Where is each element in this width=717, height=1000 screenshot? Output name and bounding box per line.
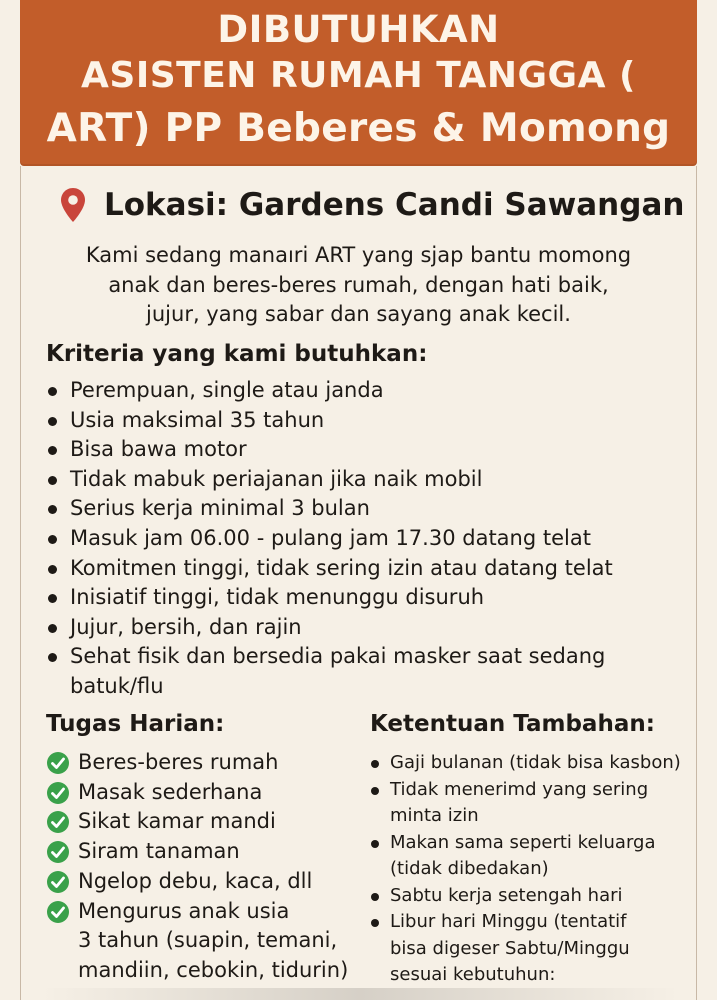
tugas-item-label: Beres-beres rumah	[78, 750, 279, 774]
tugas-item-label: Masak sederhana	[78, 779, 263, 804]
check-circle-icon	[46, 751, 70, 775]
ketentuan-item: Makan sama seperti keluarga	[370, 830, 690, 857]
tugas-item	[46, 897, 348, 927]
ketentuan-item-continuation: sesuai kebutuhun:	[390, 964, 556, 985]
criteria-item: Komitmen tinggi, tidak sering izin atau datang telat	[46, 554, 613, 584]
ketentuan-heading: Ketentuan Tambahan:	[370, 711, 655, 737]
ketentuan-list	[370, 750, 690, 989]
tugas-item-label: Siram tanaman	[78, 839, 240, 864]
intro-line: jujur, yang sabar dan sayang anak kecil.	[146, 302, 571, 326]
title-line-2: ASISTEN RUMAH TANGGA (	[81, 55, 636, 96]
tugas-item	[46, 778, 348, 808]
check-circle-icon	[46, 870, 70, 894]
location-text: Lokasi: Gardens Candi Sawangan	[104, 187, 685, 223]
title-line-1: DIBUTUHKAN	[217, 8, 500, 51]
check-circle-icon	[46, 810, 70, 834]
ketentuan-item: Gaji bulanan (tidak bisa kasbon)	[370, 750, 690, 777]
intro-line: Kami sedang manaıri ART yang sjap bantu momong	[85, 243, 632, 267]
intro-line: anak dan beres-beres rumah, dengan hati baik,	[108, 272, 609, 297]
ketentuan-item-continuation: bisa digeser Sabtu/Minggu	[390, 937, 630, 959]
ketentuan-item: Sabtu kerja setengah hari	[370, 883, 690, 910]
tugas-item	[46, 807, 348, 837]
tugas-item-label: Mengurus anak usia	[78, 898, 290, 923]
criteria-item: Serius kerja minimal 3 bulan	[46, 494, 613, 524]
tugas-heading: Tugas Harian:	[46, 711, 225, 737]
criteria-item: Bisa bawa motor	[46, 435, 613, 465]
criteria-item: Perempuan, single atau janda	[46, 376, 613, 406]
ketentuan-item-continuation: minta izin	[390, 805, 479, 826]
criteria-item-continuation: batuk/flu	[70, 673, 164, 698]
check-circle-icon	[46, 781, 70, 805]
tugas-item	[46, 837, 348, 867]
tugas-item-label: Sikat kamar mandi	[78, 809, 276, 834]
map-pin-icon	[60, 187, 86, 223]
intro-paragraph	[40, 241, 677, 330]
tugas-item-label: Ngelop debu, kaca, dll	[78, 868, 313, 893]
criteria-item: Masuk jam 06.00 - pulang jam 17.30 datang telat	[46, 524, 613, 554]
criteria-item: Tidak mabuk periajanan jika naik mobil	[46, 465, 613, 495]
ketentuan-item: Libur hari Minggu (tentatif	[370, 909, 690, 936]
tugas-list	[46, 748, 348, 986]
tugas-item-continuation: mandiin, cebokin, tidurin)	[78, 957, 349, 982]
criteria-list	[46, 376, 613, 702]
criteria-item: Sehat fisik dan bersedia pakai masker saat sedang	[46, 642, 613, 672]
criteria-item: Jujur, bersih, dan rajin	[46, 613, 613, 643]
tugas-item	[46, 867, 348, 897]
bottom-cutoff	[40, 988, 680, 1000]
ketentuan-item: Tidak menerimd yang sering	[370, 777, 690, 804]
criteria-item: Usia maksimal 35 tahun	[46, 406, 613, 436]
criteria-heading: Kriteria yang kami butuhkan:	[46, 341, 428, 367]
tugas-item-continuation: 3 tahun (suapin, temani,	[78, 928, 338, 953]
ketentuan-item-continuation: (tidak dibedakan)	[390, 858, 549, 879]
tugas-item	[46, 748, 348, 778]
criteria-item: Inisiatif tinggi, tidak menunggu disuruh	[46, 583, 613, 613]
check-circle-icon	[46, 900, 70, 924]
title-line-3: ART) PP Beberes & Momong	[46, 106, 671, 151]
check-circle-icon	[46, 840, 70, 864]
location-row	[60, 183, 684, 227]
